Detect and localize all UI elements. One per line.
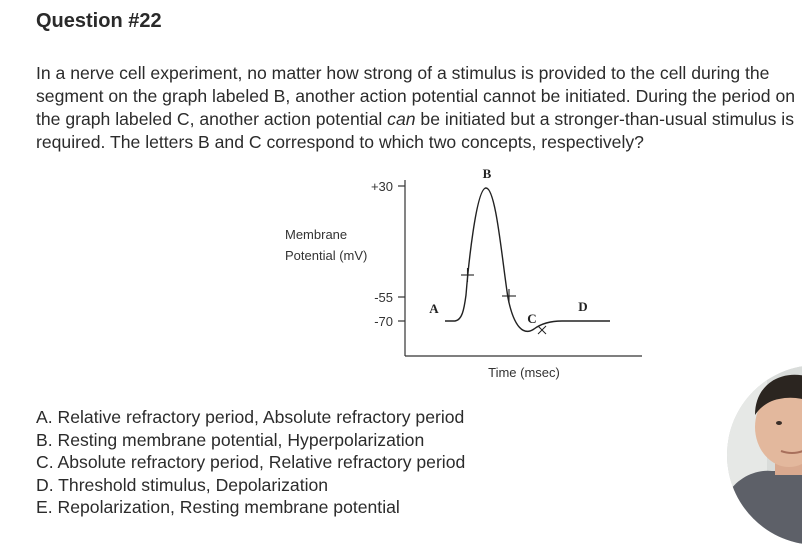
answer-option-c[interactable]: C. Absolute refractory period, Relative refractory period bbox=[36, 452, 466, 472]
action-potential-graph bbox=[280, 160, 660, 390]
question-text-emphasis: can bbox=[387, 109, 416, 129]
question-title: Question #22 bbox=[36, 10, 162, 32]
question-text-part1: In a nerve cell experiment, no matter how strong of a stimulus is provided to the cell during the segment on the graph labeled B, another action potential cannot be initiated. During the period on the graph labeled C, another action potential bbox=[36, 63, 796, 129]
presenter-webcam bbox=[727, 365, 802, 545]
action-potential-svg bbox=[280, 160, 660, 390]
answer-option-b[interactable]: B. Resting membrane potential, Hyperpolarization bbox=[36, 429, 425, 450]
question-text bbox=[36, 62, 798, 154]
answer-option-e[interactable]: E. Repolarization, Resting membrane potential bbox=[36, 497, 400, 517]
segment-label-d: D bbox=[578, 299, 588, 314]
presenter-avatar-icon bbox=[727, 365, 802, 545]
tick-label-resting: -70 bbox=[374, 314, 393, 329]
x-axis-label: Time (msec) bbox=[488, 365, 560, 380]
segment-label-a: A bbox=[429, 301, 439, 316]
answer-option-d[interactable]: D. Threshold stimulus, Depolarization bbox=[36, 474, 329, 495]
tick-label-top: +30 bbox=[370, 179, 393, 194]
answer-option-a[interactable]: A. Relative refractory period, Absolute refractory period bbox=[36, 407, 465, 427]
y-axis-label-line2: Potential (mV) bbox=[285, 248, 368, 263]
tick-label-threshold: -55 bbox=[374, 290, 393, 305]
answer-choices bbox=[36, 406, 465, 519]
segment-label-b: B bbox=[482, 166, 492, 181]
segment-label-c: C bbox=[527, 311, 537, 326]
question-text-part2: be initiated but a stronger-than-usual stimulus is required. The letters B and C correspond to which two concepts, respectively? bbox=[36, 109, 794, 152]
y-axis-label-line1: Membrane bbox=[285, 227, 348, 242]
